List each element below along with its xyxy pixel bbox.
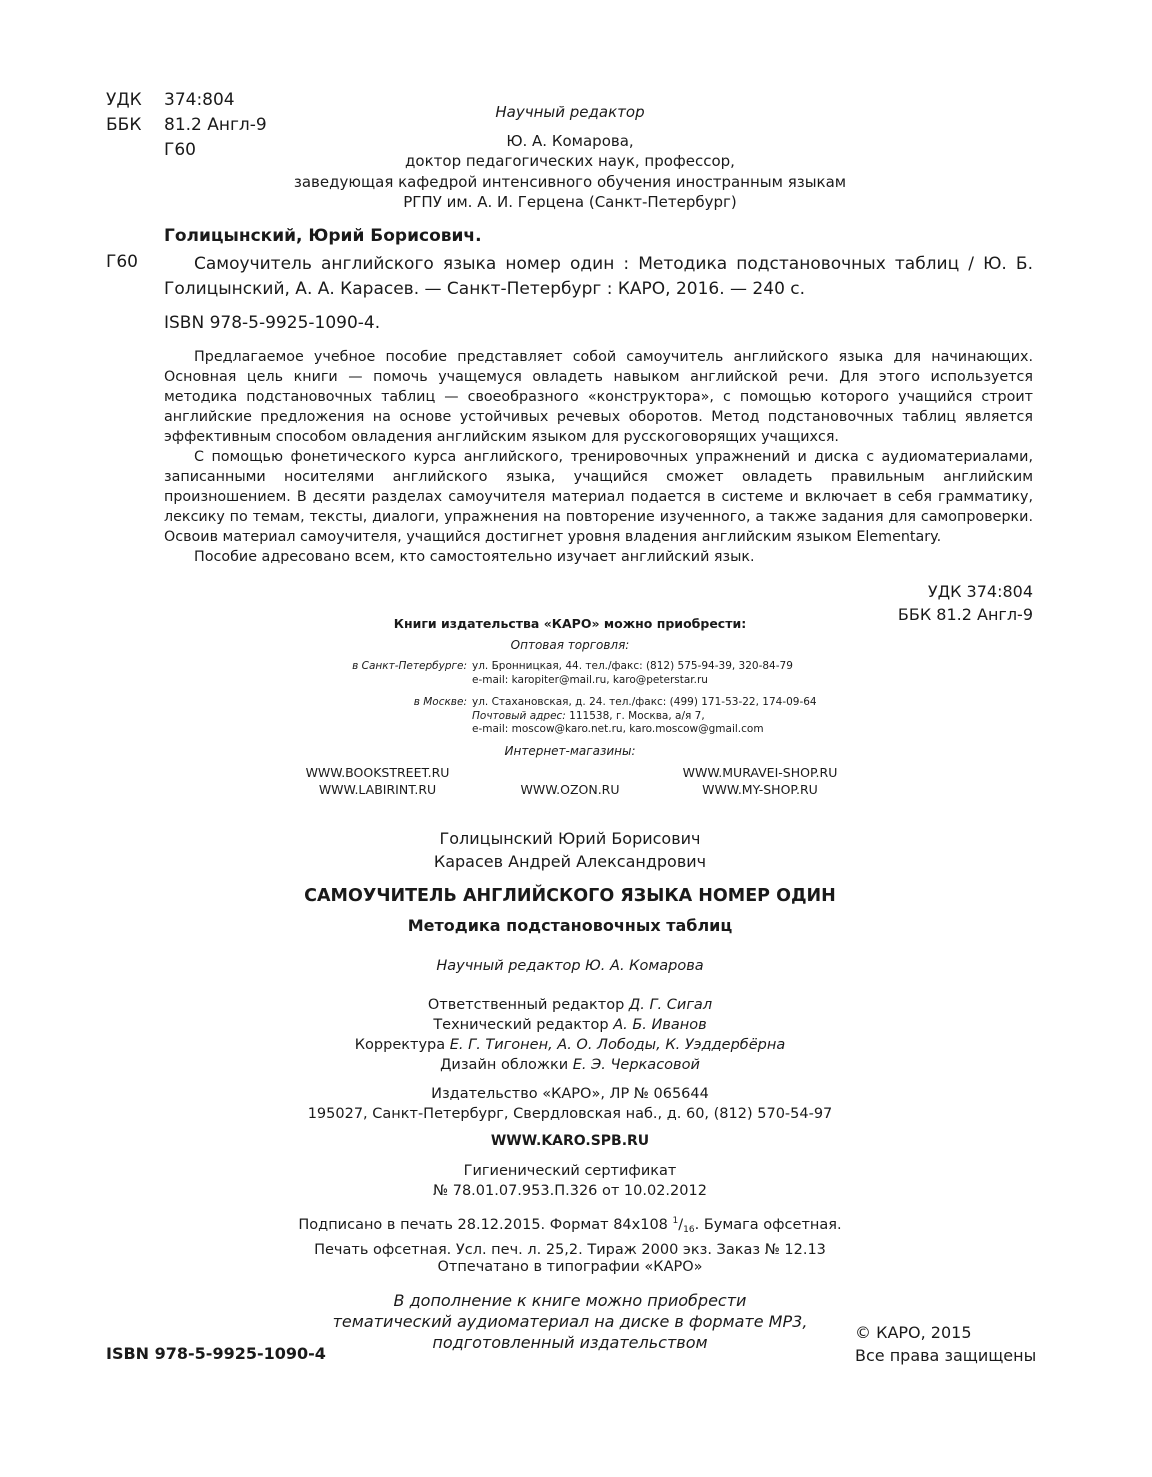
staff-role: Корректура: [354, 1037, 450, 1053]
wholesale-label: Оптовая торговля:: [510, 638, 630, 652]
publisher-line: Издательство «КАРО», ЛР № 065644: [431, 1086, 709, 1102]
addon-note: [280, 1290, 860, 1353]
printed-at: Отпечатано в типографии «КАРО»: [437, 1259, 703, 1275]
internet-shops-label: Интернет-магазины:: [504, 744, 636, 758]
staff-role: Ответственный редактор: [427, 997, 629, 1013]
author-name: Голицынский Юрий Борисович: [439, 829, 701, 848]
udk-bottom: УДК 374:804: [927, 582, 1033, 601]
staff-role: Технический редактор: [433, 1017, 614, 1033]
author-heading: Голицынский, Юрий Борисович.: [164, 226, 482, 246]
msk-label: в Москве:: [413, 696, 467, 708]
addon-line: тематический аудиоматериал на диске в формате MP3,: [332, 1312, 808, 1331]
bbk-label: ББК: [106, 115, 142, 135]
msk-post-label: Почтовый адрес:: [472, 709, 566, 722]
sci-editor: Научный редактор Ю. А. Комарова: [436, 958, 704, 974]
staff-row: [250, 1055, 890, 1075]
fraction-denominator: 16: [683, 1225, 695, 1235]
print-details-line-2: Печать офсетная. Усл. печ. л. 25,2. Тираж 2000 экз. Заказ № 12.13: [314, 1242, 826, 1258]
isbn-bottom: ISBN 978-5-9925-1090-4: [106, 1344, 326, 1363]
book-subtitle: Методика подстановочных таблиц: [407, 916, 733, 935]
abstract-paragraph: С помощью фонетического курса английского, тренировочных упражнений и диска с аудиоматериалами, записанными носителями английского языка, учащийся сможет овладеть правильным английским произношением. В десяти разделах самоучителя материал подается в системе и включает в себя грамматику, лексику по темам, тексты, диалоги, упражнения на повторение изученного, а также задания для самопроверки. Освоив материал самоучителя, учащийся достигнет уровня владения английским языком Elementary.: [164, 449, 1033, 545]
udk-label: УДК: [106, 90, 142, 110]
print-details: [200, 1211, 940, 1260]
copyright-line: © КАРО, 2015: [855, 1323, 972, 1342]
buy-title: Книги издательства «КАРО» можно приобрести:: [393, 616, 747, 631]
print-details-line-1: Подписано в печать 28.12.2015. Формат 84x108 $^1/_{16}$. Бумага офсетная.: [298, 1216, 842, 1235]
fraction-numerator: 1: [672, 1216, 679, 1226]
shop-link: WWW.LABIRINT.RU: [318, 782, 437, 797]
shop-link: WWW.BOOKSTREET.RU: [305, 765, 450, 780]
website: WWW.KARO.SPB.RU: [490, 1133, 650, 1149]
editor-line: доктор педагогических наук, профессор,: [405, 152, 735, 170]
addon-line: В дополнение к книге можно приобрести: [393, 1291, 747, 1310]
authors-full: [250, 827, 890, 873]
bibliographic-description: Самоучитель английского языка номер один : Методика подстановочных таблиц / Ю. Б. Голицынский, А. А. Карасев. — Санкт-Петербург : КАРО, 2016. — 240 с.: [164, 254, 1033, 299]
classification-block: [106, 88, 267, 163]
certificate: [250, 1161, 890, 1201]
author-name: Карасев Андрей Александрович: [433, 852, 707, 871]
certificate-line: Гигиенический сертификат: [463, 1163, 677, 1179]
staff-row: [250, 1015, 890, 1035]
editor-line: заведующая кафедрой интенсивного обучения иностранным языкам: [293, 172, 847, 191]
msk-address: ул. Стахановская, д. 24. тел./факс: (499) 171-53-22, 174-09-64: [472, 696, 817, 708]
msk-contacts: [300, 696, 860, 737]
spb-email: e-mail: karopiter@mail.ru, karo@peterstar.ru: [472, 673, 708, 686]
abstract: [164, 347, 1033, 567]
staff-row: [250, 1035, 890, 1055]
editor-line: РГПУ им. А. И. Герцена (Санкт-Петербург): [403, 193, 737, 211]
msk-email: e-mail: moscow@karo.net.ru, karo.moscow@gmail.com: [472, 723, 764, 735]
addon-line: подготовленный издательством: [432, 1333, 708, 1352]
staff-name: А. Б. Иванов: [613, 1017, 707, 1033]
staff-name: Е. Г. Тигонен, А. О. Лободы, К. Уэддербёрна: [449, 1037, 786, 1053]
shops-col-right: [670, 764, 850, 798]
scientific-editor-block: [250, 102, 890, 213]
shop-link: WWW.MURAVEI-SHOP.RU: [682, 765, 838, 780]
copyright: [855, 1321, 1036, 1367]
fraction-slash: /: [678, 1217, 684, 1233]
abstract-paragraph: Пособие адресовано всем, кто самостоятельно изучает английский язык.: [194, 549, 755, 565]
spb-label: в Санкт-Петербурге:: [352, 660, 467, 672]
certificate-line: № 78.01.07.953.П.326 от 10.02.2012: [433, 1183, 707, 1199]
publisher-line: 195027, Санкт-Петербург, Свердловская наб., д. 60, (812) 570-54-97: [307, 1106, 833, 1122]
staff-name: Д. Г. Сигал: [628, 997, 713, 1013]
abstract-paragraph: Предлагаемое учебное пособие представляет собой самоучитель английского языка для начинающих. Основная цель книги — помочь учащемуся овладеть навыком английской речи. Для этого используется методика подстановочных таблиц — своеобразного «конструктора», с помощью которого учащийся строит английские предложения на основе устойчивых речевых оборотов. Метод подстановочных таблиц является эффективным способом овладения английским языком для русскоговорящих учащихся.: [164, 349, 1033, 445]
spb-contacts: [300, 660, 860, 687]
udk-value: 374:804: [164, 90, 235, 110]
shop-link: WWW.OZON.RU: [520, 782, 620, 797]
rights-line: Все права защищены: [855, 1346, 1037, 1365]
staff-block: [250, 995, 890, 1075]
msk-post-value: 111538, г. Москва, а/я 7,: [565, 709, 705, 722]
spb-address: ул. Бронницкая, 44. тел./факс: (812) 575-94-39, 320-84-79: [472, 660, 793, 672]
staff-role: Дизайн обложки: [440, 1057, 573, 1073]
bbk-value: 81.2 Англ-9: [164, 115, 267, 135]
shops-col-middle: [490, 781, 650, 798]
bbk-bottom: ББК 81.2 Англ-9: [897, 605, 1033, 624]
udk-bbk-bottom: [898, 580, 1033, 626]
isbn-line: ISBN 978-5-9925-1090-4.: [164, 313, 381, 333]
editor-role: Научный редактор: [495, 103, 645, 121]
shop-link: WWW.MY-SHOP.RU: [702, 782, 818, 797]
editor-line: Ю. А. Комарова,: [506, 131, 634, 150]
author-mark: Г60: [164, 140, 196, 160]
publisher-info: [200, 1084, 940, 1124]
shops-col-left: [300, 764, 455, 798]
author-mark-left: Г60: [106, 252, 138, 272]
staff-name: Е. Э. Черкасовой: [572, 1057, 700, 1073]
staff-row: [250, 995, 890, 1015]
book-title: САМОУЧИТЕЛЬ АНГЛИЙСКОГО ЯЗЫКА НОМЕР ОДИН: [304, 886, 836, 906]
